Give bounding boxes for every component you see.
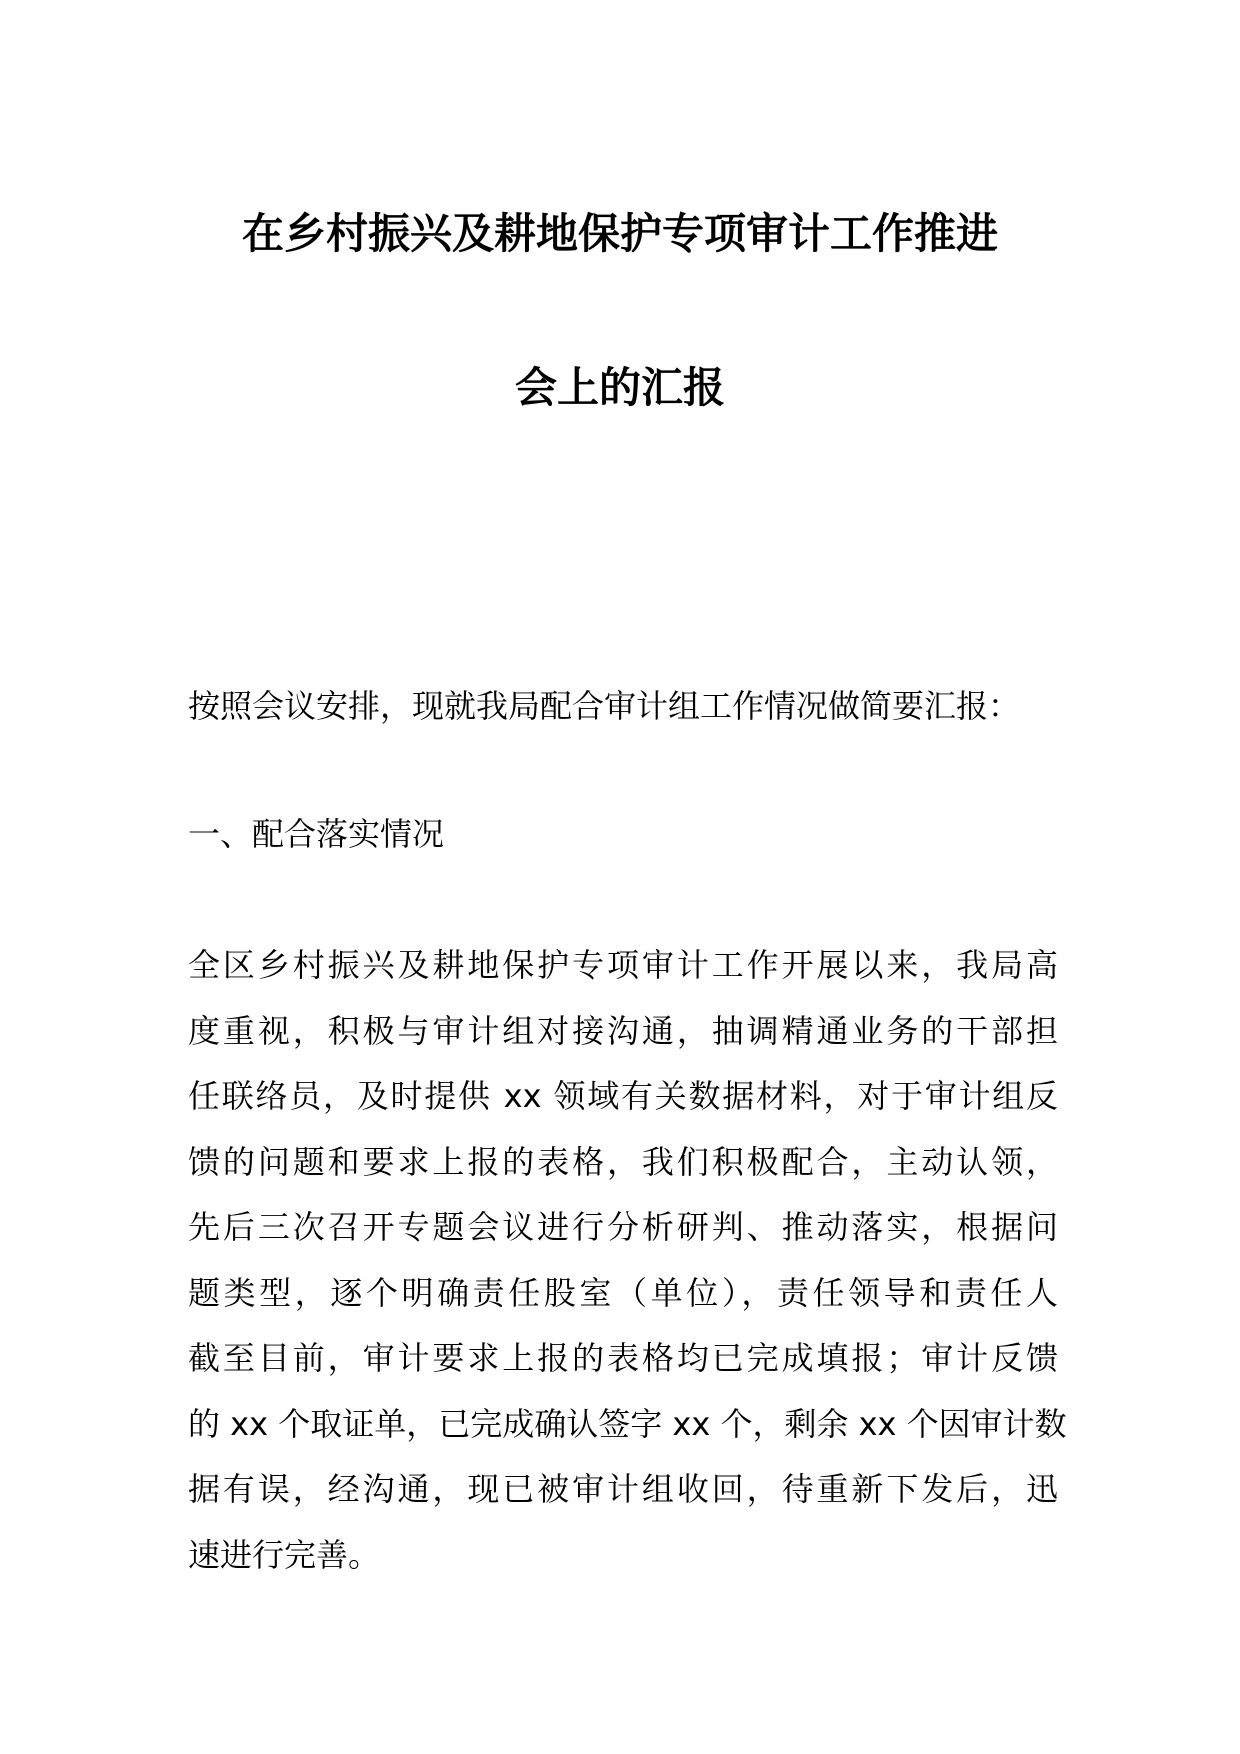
section-heading: 一、配合落实情况 (188, 815, 445, 853)
document-title-line-2: 会上的汇报 (514, 363, 725, 412)
document-title-line-1: 在乡村振兴及耕地保护专项审计工作推进 (241, 209, 998, 258)
body-text-line: 题类型，逐个明确责任股室（单位），责任领导和责任人 (188, 1273, 1058, 1312)
intro-paragraph: 按照会议安排，现就我局配合审计组工作情况做简要汇报： (188, 687, 1021, 725)
body-text-line: 度重视，积极与审计组对接沟通，抽调精通业务的干部担 (188, 1011, 1058, 1050)
body-text-line: 据有误，经沟通，现已被审计组收回，待重新下发后，迅 (188, 1470, 1058, 1508)
section-body (188, 940, 1067, 1595)
body-text-line: 馈的问题和要求上报的表格，我们积极配合，主动认领， (188, 1142, 1058, 1181)
body-text-line: 截至目前，审计要求上报的表格均已完成填报；审计反馈 (188, 1339, 1058, 1377)
body-text-line: 任联络员，及时提供 xx 领域有关数据材料，对于审计组反 (188, 1077, 1058, 1115)
body-text-line: 先后三次召开专题会议进行分析研判、推动落实，根据问 (188, 1208, 1058, 1246)
body-text-line: 的 xx 个取证单，已完成确认签字 xx 个，剩余 xx 个因审计数 (188, 1404, 1067, 1443)
body-text-line: 全区乡村振兴及耕地保护专项审计工作开展以来，我局高 (188, 946, 1058, 984)
body-text-line: 速进行完善。 (188, 1535, 381, 1574)
